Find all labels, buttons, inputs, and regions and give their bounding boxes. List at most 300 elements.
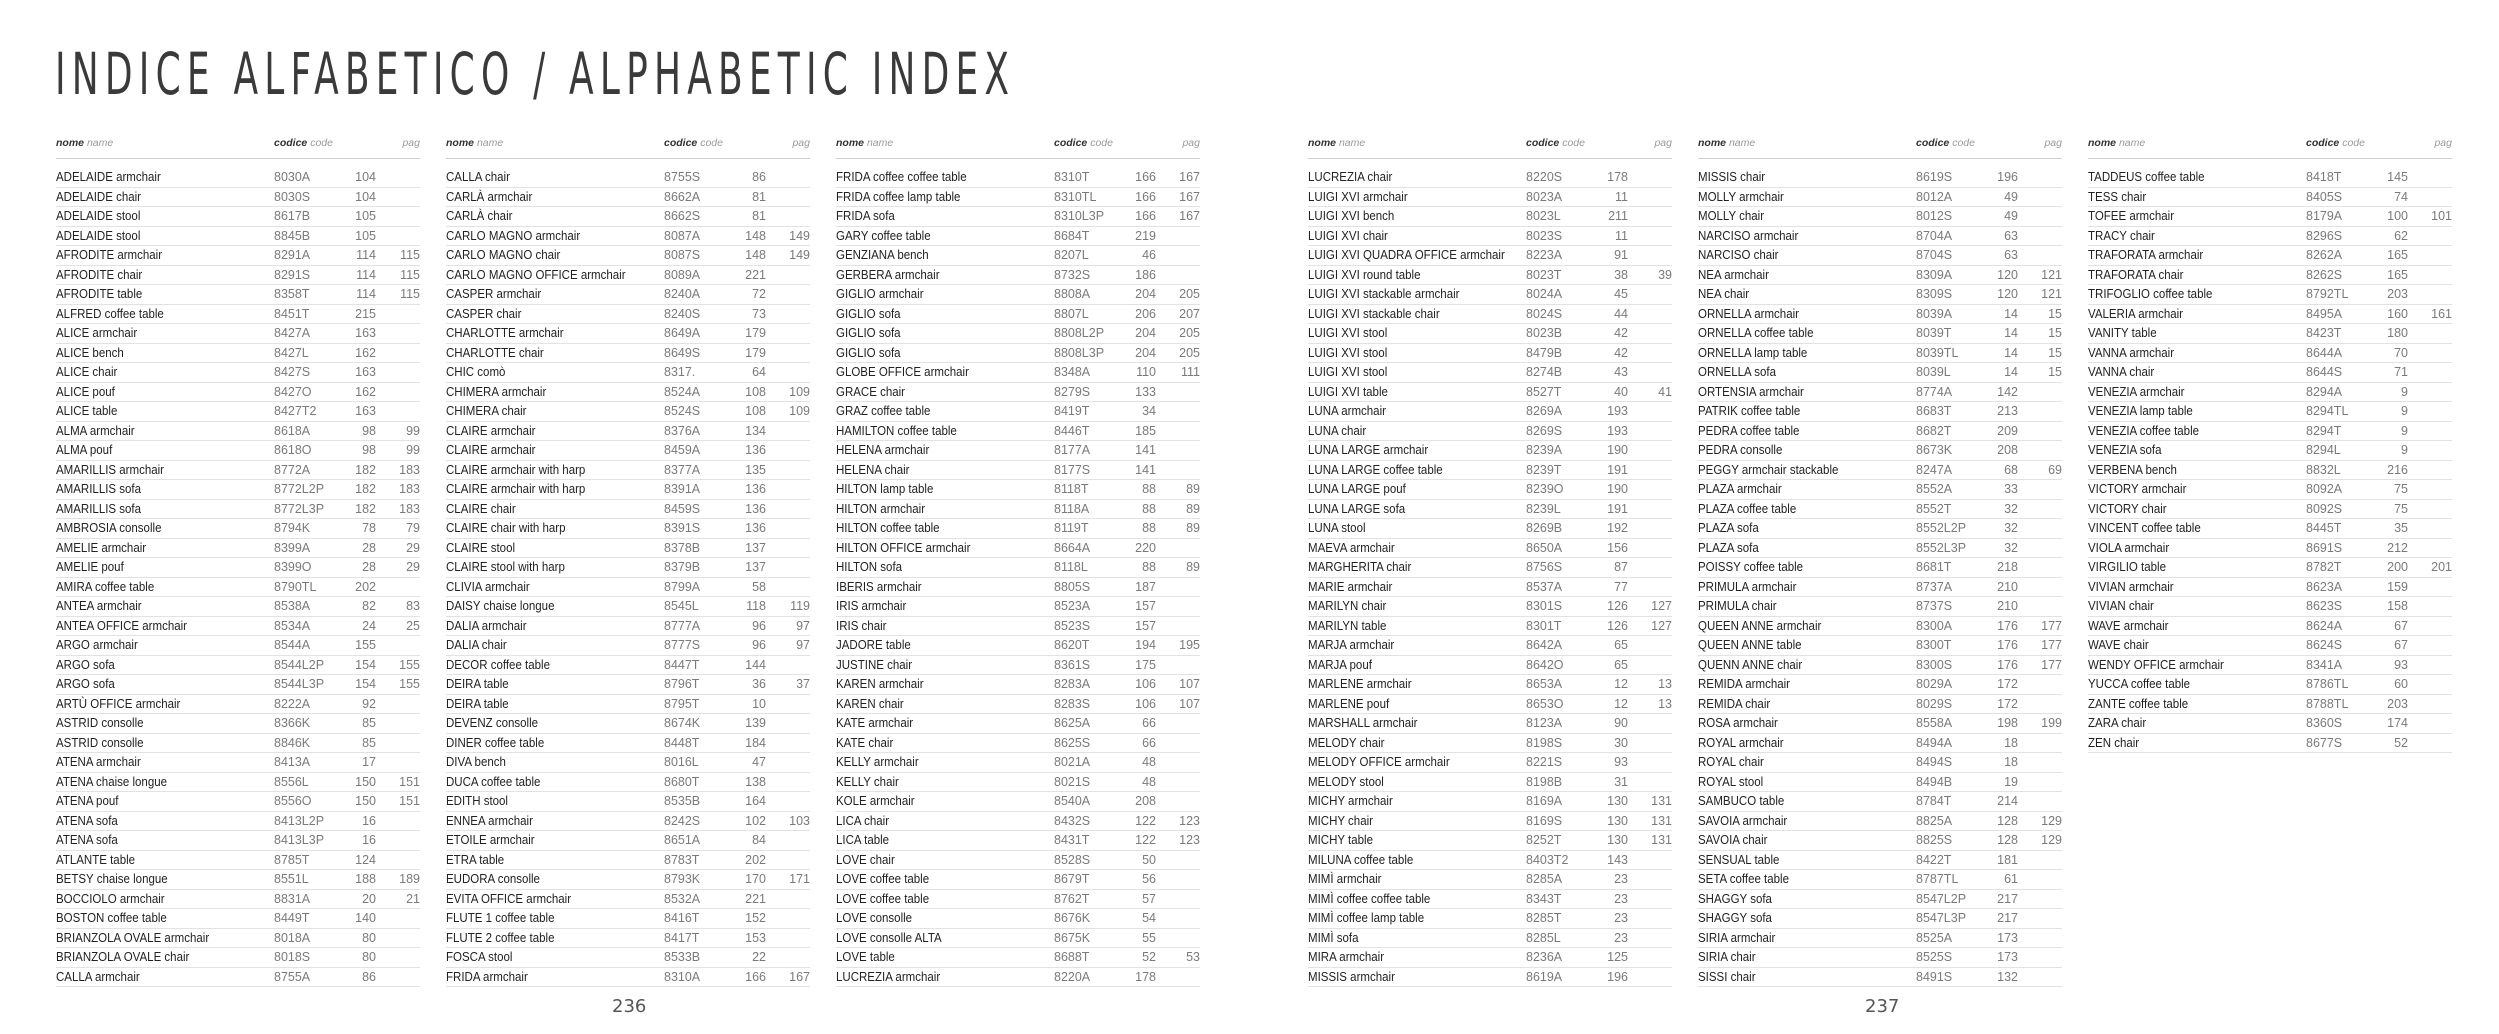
product-code: 8525A — [1916, 930, 1953, 945]
index-row — [56, 831, 420, 851]
product-name: VERBENA bench — [2088, 462, 2177, 477]
product-code: 8662S — [664, 209, 701, 223]
index-row — [2088, 402, 2452, 422]
page-ref: 212 — [2387, 540, 2408, 555]
product-name: GLOBE OFFICE armchair — [836, 365, 969, 379]
page-ref: 24 — [362, 618, 376, 633]
product-name: VALERIA armchair — [2088, 306, 2184, 321]
index-row — [2088, 246, 2452, 266]
product-name: LUNA armchair — [1308, 404, 1386, 418]
index-row — [1308, 714, 1672, 734]
index-row — [2088, 519, 2452, 539]
index-row — [1698, 188, 2062, 208]
page-ref: 30 — [1614, 735, 1628, 750]
page-ref: 75 — [2394, 501, 2408, 516]
page-ref: 138 — [745, 774, 766, 789]
index-row — [836, 890, 1200, 910]
product-code: 8644S — [2306, 365, 2343, 379]
page-ref: 202 — [355, 579, 376, 594]
page-ref: 130 — [1607, 833, 1628, 847]
page-ref: 209 — [1997, 423, 2018, 438]
product-name: FOSCA stool — [446, 950, 513, 964]
product-name: HILTON coffee table — [836, 521, 940, 535]
page-ref: 135 — [745, 462, 766, 477]
index-row — [56, 344, 420, 364]
product-code: 8808L3P — [1054, 345, 1105, 360]
product-code: 8399O — [274, 560, 312, 574]
product-name: MIMÌ coffee coffee table — [1308, 891, 1431, 906]
page-ref-2: 123 — [1179, 833, 1200, 847]
product-name: ADELAIDE chair — [56, 189, 142, 204]
product-name: HILTON lamp table — [836, 482, 934, 496]
product-name: ALICE armchair — [56, 326, 138, 340]
product-code: 8808A — [1054, 287, 1091, 301]
page-ref: 50 — [1142, 852, 1156, 867]
product-name: VANNA armchair — [2088, 345, 2175, 360]
product-name: ARTÙ OFFICE armchair — [56, 696, 181, 711]
page-ref: 40 — [1614, 384, 1628, 399]
page-ref: 124 — [355, 852, 376, 867]
page-ref: 55 — [1142, 930, 1156, 945]
product-name: NEA chair — [1698, 287, 1750, 301]
product-code: 8431T — [1054, 833, 1090, 847]
page-ref: 185 — [1135, 423, 1156, 438]
product-code: 8788TL — [2306, 696, 2349, 711]
page-ref: 204 — [1135, 287, 1156, 301]
index-row — [446, 422, 810, 442]
index-row — [836, 480, 1200, 500]
index-row — [446, 519, 810, 539]
page-ref: 66 — [1142, 735, 1156, 750]
product-code: 8491S — [1916, 969, 1953, 984]
product-name: CARLO MAGNO armchair — [446, 228, 581, 243]
header-name: nome name — [1308, 137, 1366, 149]
product-name: PEDRA consolle — [1698, 443, 1783, 457]
index-row — [446, 402, 810, 422]
page-ref: 182 — [355, 462, 376, 477]
product-name: ASTRID consolle — [56, 716, 144, 730]
product-code: 8294TL — [2306, 404, 2349, 418]
product-name: SIRIA chair — [1698, 950, 1756, 964]
page-ref: 11 — [1615, 228, 1628, 243]
page-ref: 16 — [362, 813, 376, 828]
page-ref-2: 183 — [399, 482, 420, 496]
page-ref: 9 — [2401, 404, 2408, 418]
product-name: LUIGI XVI stool — [1308, 365, 1388, 379]
product-code: 8691S — [2306, 540, 2343, 555]
product-name: MELODY chair — [1308, 735, 1385, 750]
page-ref: 77 — [1614, 579, 1628, 594]
index-row — [1698, 851, 2062, 871]
page-ref: 179 — [745, 345, 766, 360]
index-row — [1698, 266, 2062, 286]
index-row — [1698, 617, 2062, 637]
page-ref: 87 — [1614, 560, 1628, 574]
page-ref: 140 — [355, 911, 376, 925]
page-ref: 141 — [1135, 462, 1156, 477]
page-ref: 180 — [2387, 326, 2408, 340]
page-ref: 198 — [1997, 716, 2018, 730]
page-ref-2: 25 — [406, 618, 420, 633]
page-title: INDICE ALFABETICO / ALPHABETIC INDEX — [55, 40, 1016, 108]
page-ref: 130 — [1607, 794, 1628, 808]
page-ref: 81 — [752, 189, 766, 204]
product-code: 8793K — [664, 872, 701, 886]
index-row — [1698, 324, 2062, 344]
page-ref-2: 121 — [2041, 287, 2062, 301]
page-ref: 65 — [1614, 638, 1628, 652]
index-row — [1698, 422, 2062, 442]
page-ref: 54 — [1142, 911, 1156, 925]
page-ref: 73 — [752, 306, 766, 321]
page-ref-2: 131 — [1651, 813, 1672, 828]
index-row — [56, 246, 420, 266]
product-code: 8423T — [2306, 326, 2342, 340]
page-ref-2: 129 — [2041, 813, 2062, 828]
page-ref: 148 — [745, 248, 766, 262]
index-row — [2088, 636, 2452, 656]
product-code: 8673K — [1916, 443, 1953, 457]
product-code: 8300A — [1916, 618, 1953, 633]
product-name: LOVE consolle ALTA — [836, 930, 942, 945]
page-ref-2: 149 — [789, 228, 810, 243]
product-code: 8403T2 — [1526, 852, 1569, 867]
page-ref: 36 — [752, 677, 766, 691]
product-name: FLUTE 1 coffee table — [446, 911, 555, 925]
index-row — [56, 948, 420, 968]
product-name: KOLE armchair — [836, 794, 915, 808]
page-ref: 71 — [2394, 365, 2408, 379]
product-code: 8624A — [2306, 618, 2343, 633]
page-ref: 78 — [362, 521, 376, 535]
index-row — [836, 675, 1200, 695]
index-row — [836, 168, 1200, 188]
product-code: 8547L2P — [1916, 891, 1967, 906]
index-row — [56, 870, 420, 890]
product-name: ZARA chair — [2088, 716, 2147, 730]
header-pag: pag — [402, 137, 420, 149]
product-code: 8023A — [1526, 189, 1563, 204]
product-name: ZEN chair — [2088, 735, 2140, 750]
index-row — [836, 636, 1200, 656]
page-ref: 92 — [362, 696, 376, 711]
index-row — [446, 812, 810, 832]
product-code: 8269S — [1526, 423, 1563, 438]
product-name: MICHY armchair — [1308, 794, 1393, 808]
product-name: PATRIK coffee table — [1698, 404, 1801, 418]
product-name: HILTON sofa — [836, 560, 903, 574]
product-code: 8785T — [274, 852, 310, 867]
page-ref: 176 — [1997, 638, 2018, 652]
page-ref: 80 — [362, 950, 376, 964]
page-ref-2: 131 — [1651, 833, 1672, 847]
page-ref: 20 — [362, 891, 376, 906]
product-name: TRAFORATA armchair — [2088, 248, 2204, 262]
index-row — [1308, 519, 1672, 539]
page-ref: 187 — [1135, 579, 1156, 594]
index-column — [1698, 134, 2062, 987]
product-name: REMIDA armchair — [1698, 677, 1791, 691]
index-row — [56, 929, 420, 949]
page-ref-2: 15 — [2048, 326, 2062, 340]
index-row — [836, 227, 1200, 247]
product-name: ATLANTE table — [56, 852, 136, 867]
product-code: 8556O — [274, 794, 312, 808]
index-row — [56, 363, 420, 383]
index-row — [56, 558, 420, 578]
product-name: DALIA chair — [446, 638, 507, 652]
product-code: 8532A — [664, 891, 701, 906]
page-ref: 162 — [355, 345, 376, 360]
index-row — [1308, 831, 1672, 851]
index-row — [836, 441, 1200, 461]
page-ref: 202 — [745, 852, 766, 867]
page-ref: 176 — [1997, 618, 2018, 633]
product-code: 8341A — [2306, 657, 2343, 672]
header-pag: pag — [2434, 137, 2452, 149]
product-name: POISSY coffee table — [1698, 560, 1804, 574]
page-ref: 126 — [1607, 618, 1628, 633]
page-ref: 93 — [1614, 755, 1628, 769]
product-code: 8535B — [664, 794, 701, 808]
product-code: 8223A — [1526, 248, 1563, 262]
page-ref: 174 — [2387, 716, 2408, 730]
index-row — [2088, 656, 2452, 676]
page-ref: 136 — [745, 443, 766, 457]
index-column — [1308, 134, 1672, 987]
index-row — [836, 539, 1200, 559]
index-row — [1308, 324, 1672, 344]
product-name: ZANTE coffee table — [2088, 696, 2189, 711]
product-name: ROYAL chair — [1698, 755, 1764, 769]
page-ref: 106 — [1135, 696, 1156, 711]
product-code: 8676K — [1054, 911, 1091, 925]
product-code: 8239L — [1526, 501, 1561, 516]
product-code: 8023L — [1526, 209, 1561, 223]
index-row — [1308, 695, 1672, 715]
product-name: ALICE chair — [56, 365, 118, 379]
page-ref: 128 — [1997, 813, 2018, 828]
product-name: ATENA armchair — [56, 755, 141, 769]
product-code: 8704A — [1916, 228, 1953, 243]
header-name: nome name — [2088, 137, 2146, 149]
product-code: 8039A — [1916, 306, 1953, 321]
product-code: 8649S — [664, 345, 701, 360]
index-row — [1698, 656, 2062, 676]
page-ref: 150 — [355, 774, 376, 789]
product-name: CARLÀ chair — [446, 209, 513, 223]
index-row — [1698, 675, 2062, 695]
column-header — [1308, 134, 1672, 159]
page-ref: 35 — [2394, 521, 2408, 535]
product-name: ADELAIDE armchair — [56, 170, 161, 184]
product-code: 8016L — [664, 755, 699, 769]
index-row — [56, 207, 420, 227]
product-code: 8240S — [664, 306, 701, 321]
index-row — [446, 675, 810, 695]
index-row — [1698, 831, 2062, 851]
index-row — [1698, 383, 2062, 403]
page-ref: 33 — [2004, 482, 2018, 496]
index-row — [836, 812, 1200, 832]
product-name: KATE armchair — [836, 716, 914, 730]
product-name: AFRODITE chair — [56, 267, 143, 282]
product-name: LUNA LARGE coffee table — [1308, 462, 1443, 477]
index-row — [1698, 714, 2062, 734]
page-ref-2: 15 — [2048, 345, 2062, 360]
page-ref: 213 — [1997, 404, 2018, 418]
product-name: WAVE chair — [2088, 638, 2149, 652]
header-pag: pag — [1654, 137, 1672, 149]
product-code: 8494B — [1916, 774, 1953, 789]
index-row — [446, 753, 810, 773]
product-name: PLAZA sofa — [1698, 521, 1759, 535]
product-name: MOLLY armchair — [1698, 189, 1784, 204]
page-ref: 192 — [1607, 521, 1628, 535]
page-ref-2: 167 — [1179, 189, 1200, 204]
product-name: MOLLY chair — [1698, 209, 1765, 223]
product-code: 8795T — [664, 696, 700, 711]
product-name: EDITH stool — [446, 794, 508, 808]
index-row — [1698, 363, 2062, 383]
page-ref-2: 115 — [400, 248, 420, 262]
page-ref-2: 79 — [406, 521, 420, 535]
product-name: REMIDA chair — [1698, 696, 1771, 711]
product-name: DEIRA table — [446, 696, 509, 711]
product-name: WENDY OFFICE armchair — [2088, 657, 2224, 672]
product-name: MARIE armchair — [1308, 579, 1393, 594]
product-name: SAMBUCO table — [1698, 794, 1785, 808]
page-ref-2: 183 — [399, 462, 420, 477]
product-name: MARJA armchair — [1308, 638, 1395, 652]
page-ref: 210 — [1997, 599, 2018, 613]
page-ref: 145 — [2387, 170, 2408, 184]
page-ref: 17 — [362, 755, 376, 769]
product-code: 8755A — [274, 969, 311, 984]
page-ref: 19 — [2004, 774, 2018, 789]
product-code: 8534A — [274, 618, 311, 633]
page-ref: 160 — [2387, 306, 2408, 321]
index-row — [1698, 948, 2062, 968]
product-code: 8177S — [1054, 462, 1091, 477]
index-row — [1308, 246, 1672, 266]
index-row — [1308, 363, 1672, 383]
page-ref: 182 — [355, 482, 376, 496]
product-code: 8294T — [2306, 423, 2342, 438]
index-row — [56, 812, 420, 832]
product-name: CHIMERA chair — [446, 404, 527, 418]
product-code: 8427S — [274, 365, 311, 379]
product-code: 8448T — [664, 735, 700, 750]
index-row — [446, 324, 810, 344]
product-name: AMELIE pouf — [56, 560, 124, 574]
product-name: MARILYN table — [1308, 618, 1387, 633]
page-ref: 150 — [355, 794, 376, 808]
product-name: LOVE coffee table — [836, 891, 930, 906]
product-name: PLAZA sofa — [1698, 540, 1759, 555]
page-ref: 66 — [1142, 716, 1156, 730]
product-code: 8247A — [1916, 462, 1953, 477]
product-name: CLIVIA armchair — [446, 579, 530, 594]
index-row — [446, 188, 810, 208]
index-row — [446, 929, 810, 949]
index-row — [446, 890, 810, 910]
product-name: MILUNA coffee table — [1308, 852, 1414, 867]
product-name: ADELAIDE stool — [56, 209, 141, 223]
product-code: 8527T — [1526, 384, 1562, 399]
index-row — [2088, 422, 2452, 442]
product-code: 8177A — [1054, 443, 1091, 457]
page-ref: 142 — [1997, 384, 2018, 399]
product-code: 8024S — [1526, 306, 1563, 321]
index-row — [1308, 909, 1672, 929]
page-ref: 102 — [745, 813, 766, 828]
product-code: 8092S — [2306, 501, 2343, 516]
product-code: 8283A — [1054, 677, 1091, 691]
page-ref-2: 13 — [1658, 696, 1672, 711]
header-pag: pag — [1182, 137, 1200, 149]
product-code: 8825A — [1916, 813, 1953, 828]
index-row — [2088, 266, 2452, 286]
product-name: ALICE pouf — [56, 384, 115, 399]
product-name: ALICE table — [56, 404, 118, 418]
page-ref: 81 — [752, 209, 766, 223]
page-ref-2: 131 — [1651, 794, 1672, 808]
product-code: 8300T — [1916, 638, 1952, 652]
index-column — [446, 134, 810, 987]
index-row — [1698, 870, 2062, 890]
product-name: IRIS chair — [836, 618, 887, 633]
page-ref: 74 — [2394, 189, 2408, 204]
product-code: 8310A — [664, 969, 701, 984]
page-ref: 143 — [1607, 852, 1628, 867]
index-row — [836, 207, 1200, 227]
page-ref: 152 — [745, 911, 766, 925]
product-name: GARY coffee table — [836, 228, 931, 243]
product-name: CHARLOTTE chair — [446, 345, 544, 360]
product-code: 8808L2P — [1054, 326, 1105, 340]
page-ref: 63 — [2004, 248, 2018, 262]
index-row — [2088, 597, 2452, 617]
product-name: NARCISO chair — [1698, 248, 1779, 262]
product-code: 8023B — [1526, 326, 1563, 340]
page-ref: 218 — [1997, 560, 2018, 574]
index-row — [1308, 402, 1672, 422]
product-name: TRACY chair — [2088, 228, 2155, 243]
product-name: CLAIRE stool — [446, 540, 516, 555]
product-name: HELENA chair — [836, 462, 910, 477]
product-code: 8089A — [664, 267, 701, 282]
index-row — [446, 227, 810, 247]
product-name: KAREN armchair — [836, 677, 924, 691]
product-code: 8494A — [1916, 735, 1953, 750]
page-ref: 80 — [362, 930, 376, 945]
product-code: 8762T — [1054, 891, 1090, 906]
product-name: TESS chair — [2088, 189, 2147, 204]
page-ref: 130 — [1607, 813, 1628, 828]
product-code: 8376A — [664, 423, 701, 438]
product-code: 8799A — [664, 579, 701, 594]
index-row — [2088, 578, 2452, 598]
index-row — [2088, 461, 2452, 481]
product-code: 8528S — [1054, 852, 1091, 867]
product-code: 8118T — [1054, 482, 1089, 496]
product-name: ADELAIDE stool — [56, 228, 141, 243]
page-ref-2: 83 — [406, 599, 420, 613]
product-name: AFRODITE table — [56, 287, 143, 301]
index-row — [1308, 344, 1672, 364]
page-ref: 133 — [1135, 384, 1156, 399]
